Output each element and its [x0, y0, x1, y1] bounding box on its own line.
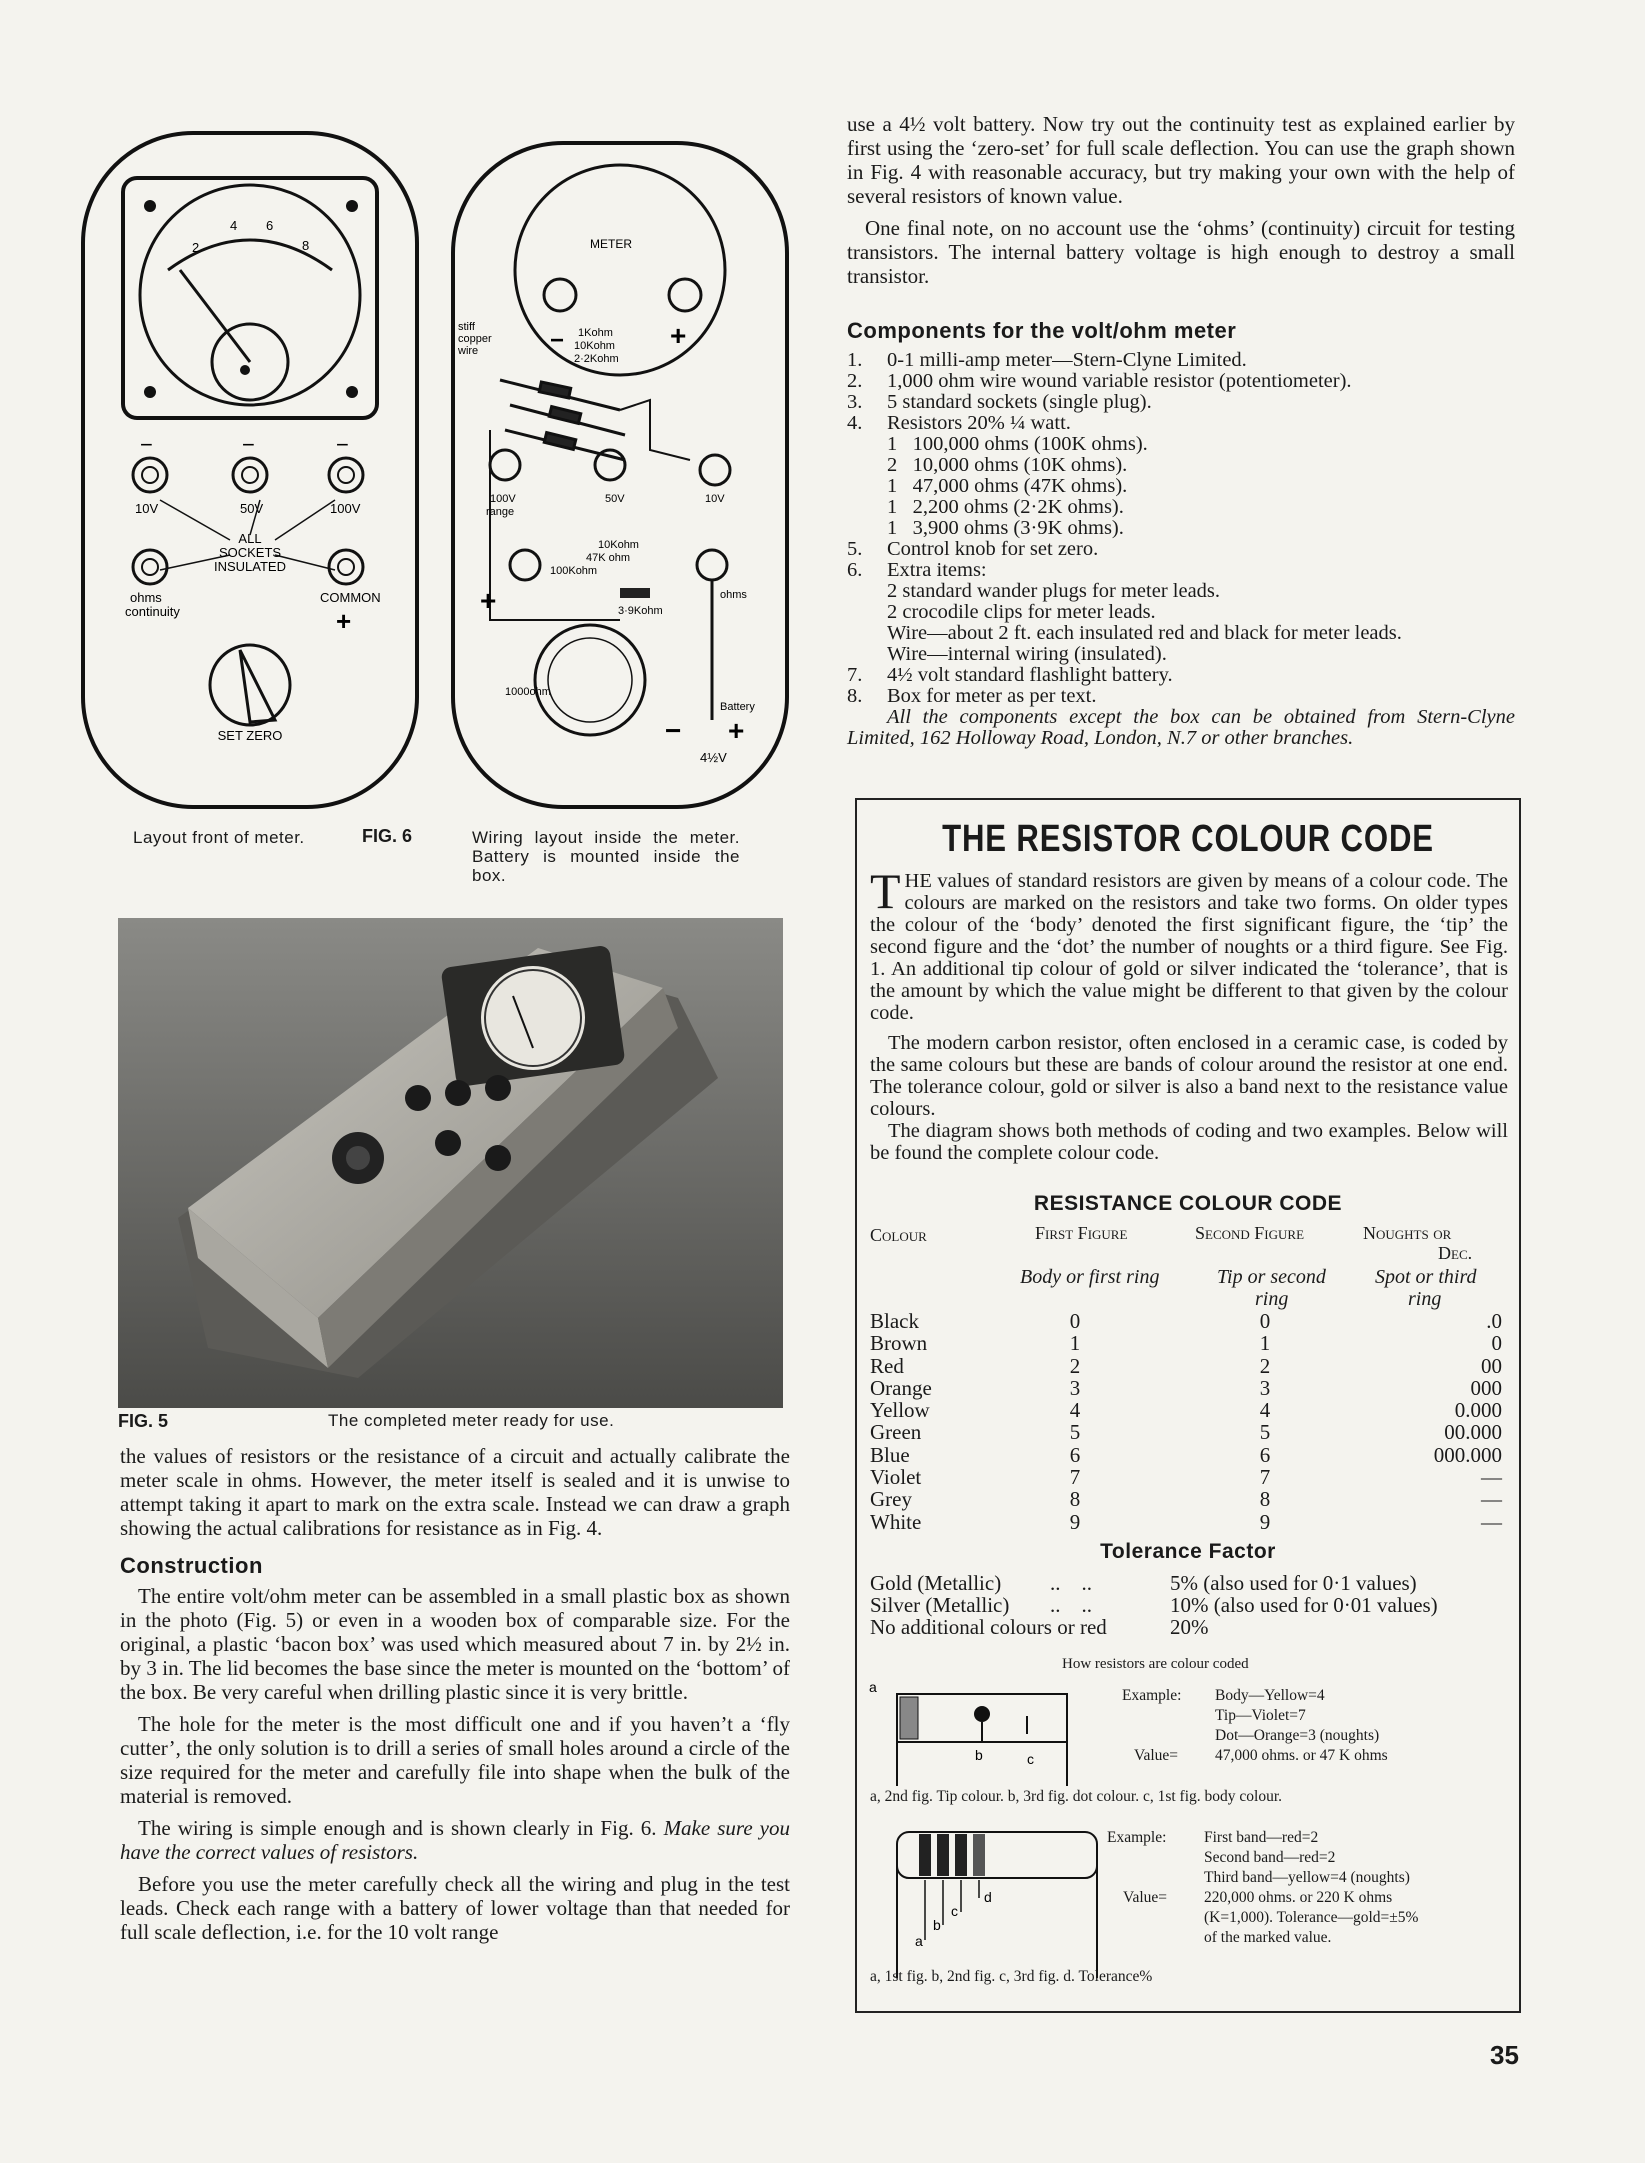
second-figure: 8	[1259, 1487, 1271, 1512]
colour-row	[870, 1310, 1510, 1332]
second-figure: 2	[1259, 1353, 1271, 1378]
tolerance-row: Gold (Metallic) .. .. 5% (also used for 0·1 values)	[870, 1571, 1417, 1595]
svg-text:copper: copper	[458, 333, 492, 345]
svg-text:47K ohm: 47K ohm	[586, 552, 631, 564]
right-top-text	[847, 112, 1515, 296]
fig5-label: FIG. 5	[118, 1411, 169, 1431]
svg-text:4½V: 4½V	[700, 750, 727, 765]
svg-text:Battery: Battery	[720, 701, 755, 713]
diagram1-resistor	[867, 1676, 1087, 1786]
noughts-value: —	[1481, 1509, 1502, 1534]
component-item: 2. 1,000 ohm wire wound variable resistor (potentiometer).	[847, 370, 1352, 392]
intro-para-3: The diagram shows both methods of coding and two examples. Below will be found the complete colour code.	[870, 1120, 1508, 1164]
intro-para-1: THE values of standard resistors are given by means of a colour code. The colours are marked on the resistors and take two forms. On older types the colour of the ‘body’ denoted the first significant figure, the ‘tip’ the second figure and the ‘dot’ the number of noughts or a third figure. See Fig. 1. An additional tip colour of gold or silver indicated the ‘tolerance’, that is the amount by which the value might be different to that given by the colour code.	[870, 863, 1508, 1024]
svg-text:4: 4	[230, 218, 238, 233]
svg-text:100Kohm: 100Kohm	[550, 565, 598, 577]
svg-text:SET ZERO: SET ZERO	[217, 728, 283, 743]
colour-name: Red	[870, 1353, 904, 1378]
header-colour: Colour	[870, 1225, 927, 1245]
para-construction-4: Before you use the meter carefully check all the wiring and plug in the test leads. Check each range with a battery of lower voltage than that needed for full scale deflection, i.e. for the 10 volt range	[120, 1872, 790, 1944]
drop-cap: T	[870, 863, 901, 919]
colour-name: Grey	[870, 1487, 912, 1512]
svg-text:ALL: ALL	[238, 531, 262, 546]
svg-text:10V: 10V	[135, 501, 159, 516]
svg-text:1Kohm: 1Kohm	[578, 327, 613, 339]
intro-para-2: The modern carbon resistor, often enclosed in a ceramic case, is coded by the same colours but these are bands of colour around the resistor at one end. The tolerance colour, gold or silver is also a band next to the resistance value colours.	[870, 1032, 1508, 1120]
second-figure: 0	[1259, 1309, 1271, 1333]
svg-text:+: +	[480, 585, 497, 616]
first-figure: 4	[1069, 1398, 1081, 1423]
sub-third-ring: ring	[1408, 1288, 1442, 1310]
first-figure: 0	[1069, 1309, 1081, 1333]
first-figure: 8	[1069, 1487, 1081, 1512]
svg-text:c: c	[1027, 1751, 1034, 1767]
svg-text:10Kohm: 10Kohm	[598, 539, 639, 551]
svg-text:50V: 50V	[605, 493, 625, 505]
colour-name: Brown	[870, 1331, 928, 1356]
second-figure: 3	[1259, 1375, 1271, 1400]
svg-text:8: 8	[302, 238, 310, 253]
header-noughts: Noughts or	[1363, 1223, 1452, 1243]
svg-text:SOCKETS: SOCKETS	[218, 545, 282, 560]
first-figure: 7	[1069, 1465, 1081, 1490]
colour-name: White	[870, 1509, 922, 1534]
noughts-value: 00.000	[1444, 1420, 1502, 1445]
component-item: 7. 4½ volt standard flashlight battery.	[847, 664, 1173, 686]
svg-text:+: +	[728, 715, 745, 746]
resistor-item: 1 3,900 ohms (3·9K ohms).	[887, 517, 1124, 539]
tolerance-table	[870, 1572, 1510, 1638]
colour-row	[870, 1488, 1510, 1510]
svg-text:range: range	[486, 506, 515, 518]
tolerance-row: No additional colours or red 20%	[870, 1615, 1209, 1639]
colour-row	[870, 1377, 1510, 1399]
first-figure: 1	[1069, 1331, 1081, 1356]
svg-text:INSULATED: INSULATED	[214, 559, 286, 574]
para-construction-3: The wiring is simple enough and is shown clearly in Fig. 6. Make sure you have the correct values of resistors.	[120, 1816, 791, 1864]
svg-text:100V: 100V	[490, 493, 516, 505]
first-figure: 5	[1069, 1420, 1081, 1445]
svg-text:c: c	[951, 1903, 958, 1919]
sub-first: Body or first ring	[1020, 1266, 1160, 1288]
tolerance-title: Tolerance Factor	[1100, 1540, 1276, 1563]
svg-text:a: a	[915, 1933, 923, 1949]
svg-text:−: −	[140, 432, 153, 457]
noughts-value: .0	[1486, 1309, 1502, 1333]
para-construction-1: The entire volt/ohm meter can be assembled in a small plastic box as shown in the photo (Fig. 5) or even in a wooden box of comparable size. For the original, a plastic ‘bacon box’ was used which measured about 7 in. by 2½ in. by 3 in. The lid becomes the base since the meter is mounted on the ‘bottom’ of the box. Be very careful when drilling plastic since it is very brittle.	[120, 1584, 790, 1704]
component-item: 4. Resistors 20% ¼ watt.	[847, 412, 1071, 434]
tolerance-row: Silver (Metallic) .. .. 10% (also used for 0·01 values)	[870, 1593, 1438, 1617]
second-figure: 5	[1259, 1420, 1271, 1445]
second-figure: 4	[1259, 1398, 1271, 1423]
colour-code-box	[855, 798, 1521, 2013]
colour-rows	[870, 1310, 1510, 1533]
noughts-value: 0	[1491, 1331, 1502, 1356]
noughts-value: 000.000	[1433, 1442, 1502, 1467]
diagram1-example: Example: Body—Yellow=4 Tip—Violet=7 Dot—Orange=3 (noughts) Value= 47,000 ohms. or 47 K ohms	[1122, 1687, 1388, 1764]
extra-item: 2 crocodile clips for meter leads.	[887, 601, 1156, 623]
svg-text:−: −	[242, 432, 255, 457]
svg-text:100V: 100V	[330, 501, 361, 516]
para-construction-2: The hole for the meter is the most difficult one and if you haven’t a ‘fly cutter’, the only solution is to drill a series of small holes around a circle of the size required for the meter and carefully file into shape when the bulk of the material is removed.	[120, 1712, 790, 1808]
svg-text:10V: 10V	[705, 493, 725, 505]
para-final-note: One final note, on no account use the ‘ohms’ (continuity) circuit for testing transistors. The internal battery voltage is high enough to destroy a small transistor.	[847, 216, 1515, 288]
component-item: 1. 0-1 milli-amp meter—Stern-Clyne Limited.	[847, 349, 1247, 371]
noughts-value: —	[1481, 1487, 1502, 1512]
table-title: RESISTANCE COLOUR CODE	[1033, 1192, 1343, 1215]
colour-row	[870, 1421, 1510, 1443]
extra-item: Wire—about 2 ft. each insulated red and black for meter leads.	[887, 622, 1402, 644]
svg-text:2: 2	[192, 240, 200, 255]
para-battery: use a 4½ volt battery. Now try out the continuity test as explained earlier by first using the ‘zero-set’ for full scale deflection. You can use the graph shown in Fig. 4 with reasonable accuracy, but try making your own with the help of several resistors of known value.	[847, 112, 1515, 208]
fig6-front-panel	[80, 130, 420, 810]
svg-text:1000ohm: 1000ohm	[505, 686, 551, 698]
noughts-value: —	[1481, 1465, 1502, 1490]
colour-name: Green	[870, 1420, 922, 1445]
svg-text:a: a	[869, 1679, 877, 1695]
page-number: 35	[1490, 2040, 1519, 2070]
svg-text:2·2Kohm: 2·2Kohm	[574, 353, 619, 365]
svg-text:10Kohm: 10Kohm	[574, 340, 615, 352]
colour-row	[870, 1399, 1510, 1421]
first-figure: 6	[1069, 1442, 1081, 1467]
noughts-value: 000	[1470, 1375, 1502, 1400]
first-figure: 9	[1069, 1509, 1081, 1534]
svg-text:−: −	[336, 432, 349, 457]
second-figure: 6	[1259, 1442, 1271, 1467]
component-item: 8. Box for meter as per text.	[847, 685, 1097, 707]
header-second: Second Figure	[1195, 1223, 1305, 1243]
noughts-value: 0.000	[1454, 1398, 1502, 1423]
svg-text:ohms: ohms	[720, 589, 747, 601]
components-heading: Components for the volt/ohm meter	[847, 318, 1237, 343]
header-first: First Figure	[1035, 1223, 1128, 1243]
svg-text:d: d	[984, 1889, 992, 1905]
resistor-item: 1 47,000 ohms (47K ohms).	[887, 475, 1128, 497]
colour-name: Blue	[870, 1442, 910, 1467]
fig5-caption: The completed meter ready for use.	[328, 1411, 615, 1430]
svg-text:−: −	[550, 327, 565, 354]
components-list	[847, 350, 1515, 749]
component-item: 5. Control knob for set zero.	[847, 538, 1099, 560]
colour-name: Black	[870, 1309, 919, 1333]
svg-text:50V: 50V	[240, 501, 264, 516]
colour-name: Yellow	[870, 1398, 930, 1423]
construction-heading: Construction	[120, 1553, 263, 1578]
left-bottom-text	[120, 1444, 790, 1952]
colour-name: Violet	[870, 1465, 922, 1490]
components-note: All the components except the box can be obtained from Stern-Clyne Limited, 162 Holloway Road, London, N.7 or other branches.	[847, 706, 1515, 749]
diagram2-example: Example: First band—red=2 Second band—red=2 Third band—yellow=4 (noughts) Value= 220,000 ohms. or 220 K ohms (K=1,000). Tolerance—gold=±5% of the marked value.	[1107, 1829, 1419, 1946]
svg-text:b: b	[975, 1747, 983, 1763]
svg-text:+: +	[670, 320, 687, 351]
svg-text:−: −	[665, 715, 682, 746]
fig5-photo	[118, 918, 783, 1408]
first-figure: 2	[1069, 1353, 1081, 1378]
para-calibrate: the values of resistors or the resistance of a circuit and actually calibrate the meter scale in ohms. However, the meter itself is sealed and it is unwise to attempt taking it apart to mark on the extra scale. Instead we can draw a graph showing the actual calibrations for resistance as in Fig. 4.	[120, 1444, 790, 1540]
extra-item: Wire—internal wiring (insulated).	[887, 643, 1167, 665]
noughts-value: 00	[1481, 1353, 1502, 1378]
second-figure: 7	[1259, 1465, 1271, 1490]
colour-code-title: THE RESISTOR COLOUR CODE	[942, 818, 1434, 860]
colour-code-intro	[870, 863, 1508, 1164]
sub-third: Spot or third	[1375, 1266, 1477, 1288]
svg-text:6: 6	[266, 218, 274, 233]
component-item: 6. Extra items:	[847, 559, 987, 581]
colour-name: Orange	[870, 1375, 932, 1400]
diagram2-caption: a, 1st fig. b, 2nd fig. c, 3rd fig. d. Tolerance%	[870, 1968, 1153, 1985]
svg-text:3·9Kohm: 3·9Kohm	[618, 605, 663, 617]
svg-text:ohms: ohms	[130, 590, 162, 605]
svg-text:continuity: continuity	[125, 604, 180, 619]
colour-row	[870, 1355, 1510, 1377]
first-figure: 3	[1069, 1375, 1081, 1400]
svg-text:wire: wire	[458, 345, 479, 357]
diagram2-resistor	[867, 1820, 1107, 1980]
second-figure: 9	[1259, 1509, 1271, 1534]
fig6-right-caption: Wiring layout inside the meter. Battery is mounted inside the box.	[472, 828, 740, 885]
resistor-item: 2 10,000 ohms (10K ohms).	[887, 454, 1128, 476]
svg-text:COMMON: COMMON	[320, 590, 381, 605]
colour-row	[870, 1332, 1510, 1354]
component-item: 3. 5 standard sockets (single plug).	[847, 391, 1152, 413]
sub-second-ring: ring	[1255, 1288, 1289, 1310]
colour-row	[870, 1511, 1510, 1533]
svg-text:METER: METER	[590, 237, 632, 251]
sub-second: Tip or second	[1217, 1266, 1326, 1288]
resistor-item: 1 2,200 ohms (2·2K ohms).	[887, 496, 1124, 518]
extra-item: 2 standard wander plugs for meter leads.	[887, 580, 1221, 602]
fig6-label: FIG. 6	[362, 826, 413, 846]
diagram1-caption: a, 2nd fig. Tip colour. b, 3rd fig. dot colour. c, 1st fig. body colour.	[870, 1788, 1283, 1805]
fig6-left-caption: Layout front of meter.	[133, 828, 305, 847]
svg-text:b: b	[933, 1917, 941, 1933]
svg-text:stiff: stiff	[458, 321, 475, 333]
svg-text:+: +	[336, 606, 352, 636]
colour-row	[870, 1466, 1510, 1488]
colour-row	[870, 1444, 1510, 1466]
header-dec: Dec.	[1438, 1243, 1473, 1263]
fig6-wiring-layout	[450, 140, 790, 820]
colour-code-table	[870, 1222, 1510, 1533]
second-figure: 1	[1259, 1331, 1271, 1356]
resistor-item: 1 100,000 ohms (100K ohms).	[887, 433, 1148, 455]
diagram1-heading: How resistors are colour coded	[1062, 1656, 1249, 1672]
